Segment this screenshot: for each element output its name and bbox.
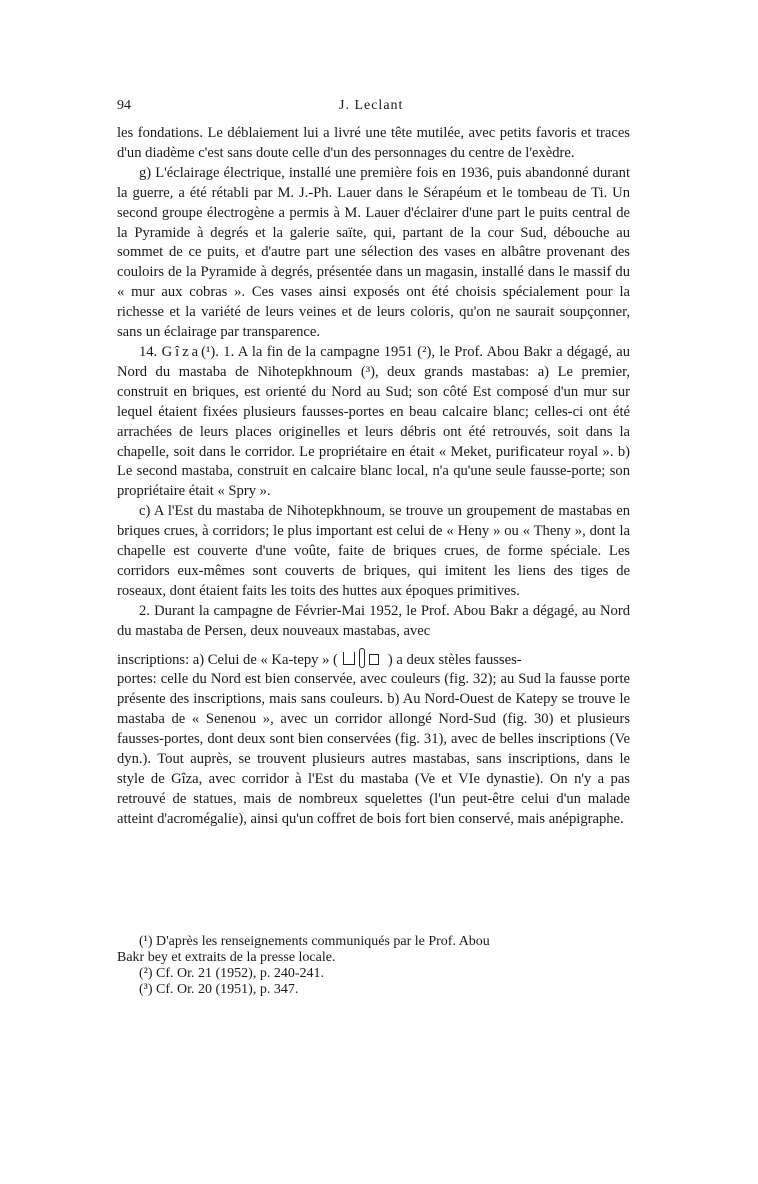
- paragraph-continuation: les fondations. Le déblaiement lui a livré une tête mutilée, avec petits favoris et traces d'un diadème c'est sans doute celle d'un des personnages du centre de l'exèdre.: [117, 125, 630, 161]
- paragraph-senenou: portes: celle du Nord est bien conservée, avec couleurs (fig. 32); au Sud la fausse porte présente des inscriptions, mais sans couleurs. b) Au Nord-Ouest de Katepy se trouve le mastaba de « Senenou », avec un corridor allongé Nord-Sud (fig. 30) et plusieurs fausses-portes, dont deux sont bien conservées (fig. 31), avec de belles inscriptions (Ve dyn.). Tout auprès, se trouvent plusieurs autres mastabas, sans inscriptions, dans le style de Gîza, avec corridor à l'Est du mastaba (Ve et VIe dynastie). On n'y a pas retrouvé de statues, mais de nombreux squelettes (l'un peut-être celui d'un malade atteint d'acromégalie), ainsi qu'un coffret de bois fort bien conservé, mais anépigraphe.: [117, 671, 630, 827]
- paragraph-giza-text: 1. A la fin de la campagne 1951 (²), le Prof. Abou Bakr a dégagé, au Nord du mastaba de Nihotepkhnoum (³), deux grands mastabas: a) Le premier, construit en briques, est orienté du Nord au Sud; son côté Est composé d'un mur sur lequel étaient fixées plusieurs fausses-portes en beau calcaire blanc; celles-ci ont été arrachées de leurs places originelles et leurs débris ont été retrouvés, soit dans la chapelle, soit dans le corridor. Le propriétaire en était « Meket, purificateur royal ». b) Le second mastaba, construit en calcaire blanc local, n'a qu'une seule fausse-porte; son propriétaire était « Spry ».: [117, 343, 630, 500]
- paragraph-giza: [117, 343, 630, 502]
- footnote-ref: (¹).: [201, 343, 219, 360]
- hieroglyph-icon: [341, 648, 385, 670]
- paragraph-lighting: g) L'éclairage électrique, installé une première fois en 1936, puis abandonné durant la guerre, a été rétabli par M. J.-Ph. Lauer dans le Sérapéum et le tombeau de Ti. Un second groupe électrogène a permis à M. Lauer d'éclairer d'une part le puits central de la Pyramide à degrés et la galerie saïte, qui, partant de la cour Sud, débouche au sommet de ce puits, et d'autre part une sélection des vases en albâtre provenant des couloirs de la Pyramide à degrés, présentée dans un magasin, installé dans le massif du « mur aux cobras ». Ces vases ainsi exposés ont été choisis spécialement pour la richesse et la variété de leurs veines et de leurs coloris, qu'on ne saurait soupçonner, sans un éclairage par transparence.: [117, 164, 630, 341]
- footnote-3: (³) Cf. Or. 20 (1951), p. 347.: [139, 982, 299, 997]
- paragraph-heny: c) A l'Est du mastaba de Nihotepkhnoum, se trouve un groupement de mastabas en briques crues, à corridors; le plus important est celui de « Heny » ou « Theny », dont la chapelle est couverte d'une voûte, faite de briques crues, de forme spéciale. Les corridors eux-mêmes sont couverts de briques, qui imitent les liens des tiges de roseaux, dont étaient faits les toits des huttes aux époques primitives.: [117, 503, 630, 599]
- footnote-1-cont: Bakr bey et extraits de la presse locale.: [117, 950, 336, 965]
- running-header: [117, 98, 630, 118]
- footnotes: [117, 934, 630, 998]
- paragraph-campaign-1952: 2. Durant la campagne de Février-Mai 1952, le Prof. Abou Bakr a dégagé, au Nord du mastaba de Persen, deux nouveaux mastabas, avec: [117, 602, 630, 639]
- katepy-text-after: ) a deux stèles fausses-: [387, 651, 522, 668]
- body-text: [117, 124, 630, 830]
- section-place: Gîza: [161, 343, 202, 360]
- footnote-2: (²) Cf. Or. 21 (1952), p. 240-241.: [139, 966, 325, 981]
- footnote-1: (¹) D'après les renseignements communiqués par le Prof. Abou: [139, 934, 490, 949]
- section-number: 14.: [139, 343, 158, 360]
- page-number: 94: [117, 98, 131, 113]
- katepy-text-before: inscriptions: a) Celui de « Ka-tepy » (: [117, 651, 338, 668]
- paragraph-katepy-line: [117, 648, 630, 671]
- running-head-author: J. Leclant: [339, 98, 404, 113]
